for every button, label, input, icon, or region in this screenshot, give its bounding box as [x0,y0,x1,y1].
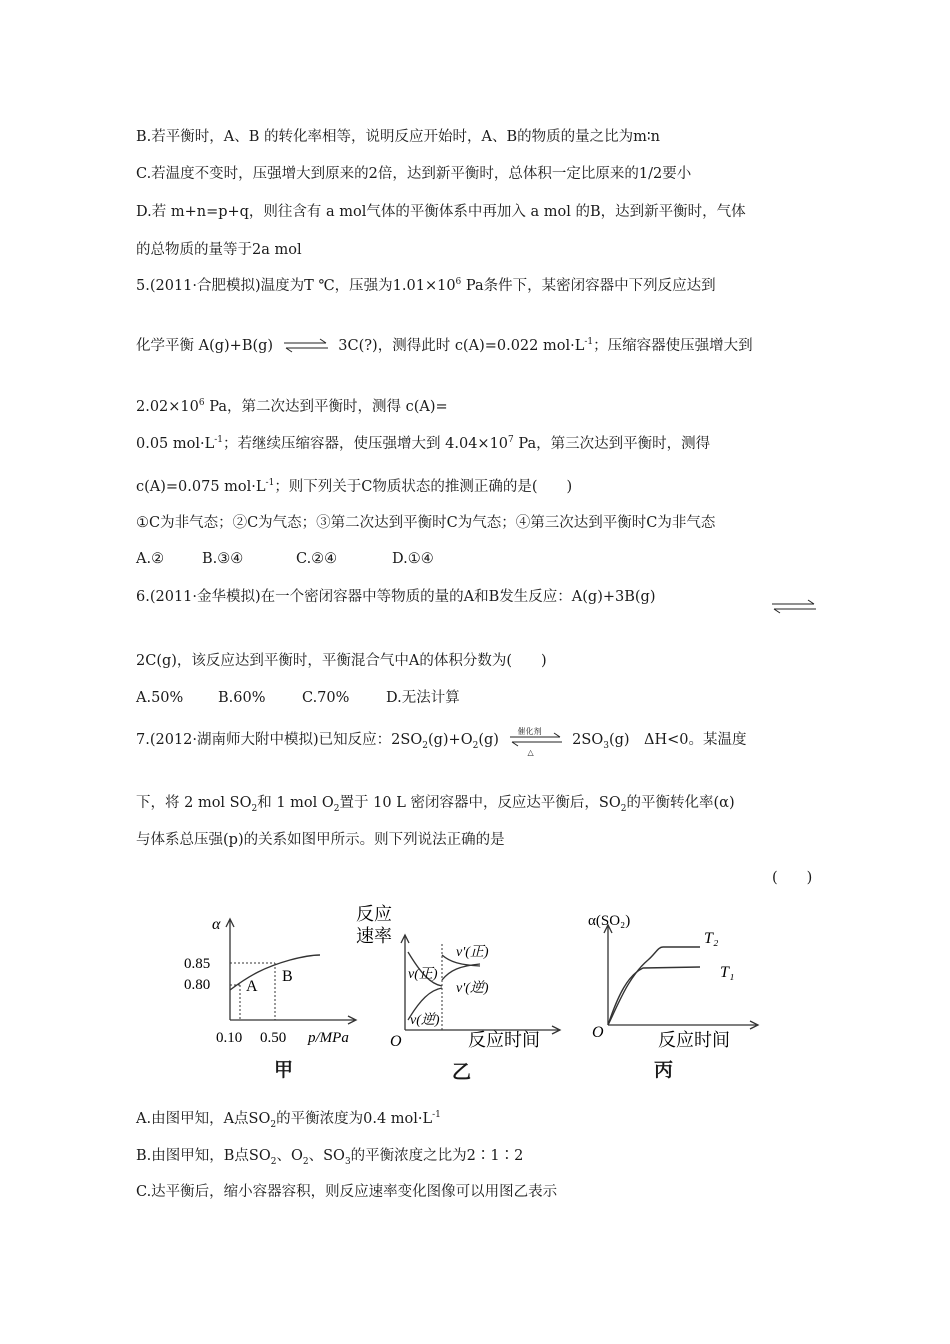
q7-line2-sub3: 2 [620,803,627,814]
jia-ytick-080: 0.80 [184,977,211,993]
q6-choice-b: B.60% [218,690,266,706]
q7-line2-sub2: 2 [333,803,340,814]
q7-option-a [136,1109,441,1129]
q6-choice-d: D.无法计算 [386,690,460,706]
jia-point-b: B [282,968,293,985]
q7-option-a-sup: -1 [432,1110,441,1121]
q5-line2 [136,336,753,356]
bing-y-label: α(SO₂) [588,913,631,929]
q7-option-b-text-a: B.由图甲知，B点SO [136,1148,271,1164]
yi-v-forward-new-curve [442,964,480,980]
q7-option-a-text-b: 的平衡浓度为0.4 mol·L [276,1111,433,1127]
jia-xtick-010: 0.10 [216,1030,243,1046]
q7-line2-text-c: 置于 10 L 密闭容器中，反应达平衡后，SO [339,795,621,811]
bing-t1-label: T₁ [720,964,735,981]
q7-answer-paren: ( ) [772,870,813,886]
q5-line1-text-b: Pa条件下，某密闭容器中下列反应达到 [461,278,716,294]
q7-option-b-text-c: 、SO [308,1148,345,1164]
q6-choice-a: A.50% [136,690,184,706]
q7-line2-text-d: 的平衡转化率(α) [626,795,735,811]
q7-option-b-sub1: 2 [270,1156,277,1167]
q5-line4-sup2: 7 [508,435,514,446]
q6-choice-c: C.70% [302,690,350,706]
reversible-arrow-icon [770,598,818,616]
q5-line2-text-b: 3C(?)，测得此时 c(A)=0.022 mol·L [338,338,585,354]
q5-line5-sup: -1 [265,478,275,489]
q5-choice-d: D.①④ [392,551,434,567]
jia-x-label: p/MPa [308,1030,349,1046]
yi-v-reverse-new-label: v'(逆) [456,981,489,996]
jia-y-label: α [212,916,221,933]
q7-line1-sub2: 2 [472,740,479,751]
q5-line3-sup: 6 [198,398,205,409]
caption-bing: 丙 [654,1059,674,1081]
q5-line4 [136,434,710,454]
q7-line1-text-c: (g) [478,732,499,748]
bing-origin: O [592,1024,604,1041]
q7-line2-text-a: 下，将 2 mol SO [136,795,252,811]
jia-ytick-085: 0.85 [184,956,211,972]
q7-line2-text-b: 和 1 mol O [257,795,334,811]
q7-option-c: C.达平衡后，缩小容器容积，则反应速率变化图像可以用图乙表示 [136,1184,558,1200]
q5-choice-c: C.②④ [296,551,338,567]
yi-v-reverse-label: v(逆) [410,1013,440,1028]
q7-line1-text-d: 2SO [572,732,604,748]
q6-line2: 2C(g)，该反应达到平衡时，平衡混合气中A的体积分数为( ) [136,653,547,669]
q4-option-c: C.若温度不变时，压强增大到原来的2倍，达到新平衡时，总体积一定比原来的1/2要小 [136,166,692,182]
q6-choices [136,688,460,708]
q5-line5-text-a: c(A)=0.075 mol·L [136,479,266,495]
q7-line2 [136,793,735,813]
jia-xtick-050: 0.50 [260,1030,287,1046]
figure-bing [588,905,768,1050]
q7-option-b-sub3: 3 [344,1156,351,1167]
q7-option-a-text-a: A.由图甲知，A点SO [136,1111,271,1127]
q5-line2-sup: -1 [584,337,594,348]
q7-line2-sub1: 2 [251,803,258,814]
catalyzed-reversible-arrow-icon [508,727,564,757]
bing-x-label: 反应时间 [658,1030,730,1050]
figure-yi [350,900,570,1050]
q5-line6: ①C为非气态；②C为气态；③第二次达到平衡时C为气态；④第三次达到平衡时C为非气态 [136,515,716,531]
q5-line4-sup: -1 [214,435,224,446]
q7-line1 [136,727,747,757]
q5-line1 [136,276,716,296]
q4-option-d-line1: D.若 m+n=p+q，则往含有 a mol气体的平衡体系中再加入 a mol 的B，达到新平衡时，气体 [136,204,746,220]
catalyst-label: 催化剂 [517,727,542,736]
q7-line3: 与体系总压强(p)的关系如图甲所示。则下列说法正确的是 [136,832,505,848]
q4-option-d-line2: 的总物质的量等于2a mol [136,242,302,258]
q5-line1-sup: 6 [455,277,462,288]
q5-line2-text-c: ；压缩容器使压强增大到 [593,338,753,354]
q7-line1-sub3: 3 [603,740,609,751]
yi-v-forward-new-label: v'(正) [456,945,489,960]
q5-line5 [136,477,572,497]
bing-t2-curve [608,947,700,1025]
q5-line4-text-a: 0.05 mol·L [136,436,215,452]
q5-line4-text-b: ；若继续压缩容器，使压强增大到 4.04×10 [223,436,509,452]
q5-line2-text-a: 化学平衡 A(g)+B(g) [136,338,274,354]
caption-yi: 乙 [452,1061,472,1083]
q7-line1-text-a: 7.(2012·湖南师大附中模拟)已知反应：2SO [136,732,423,748]
q7-option-b-text-b: 、O [276,1148,303,1164]
q7-line1-text-e: (g) ΔH<0。某温度 [608,732,747,748]
q4-option-b: B.若平衡时，A、B 的转化率相等，说明反应开始时，A、B的物质的量之比为m∶n [136,129,660,145]
q7-line1-sub1: 2 [422,740,428,751]
yi-v-forward-label: v(正) [408,967,438,982]
q5-line5-text-b: ；则下列关于C物质状态的推测正确的是( ) [274,479,573,495]
q5-line3-text-a: 2.02×10 [136,399,199,415]
q5-choice-a: A.② [136,551,165,567]
q7-option-a-sub: 2 [270,1119,277,1130]
q7-line1-text-b: (g)+O [427,732,473,748]
q5-line1-text-a: 5.(2011·合肥模拟)温度为T ℃，压强为1.01×10 [136,278,456,294]
q6-line1: 6.(2011·金华模拟)在一个密闭容器中等物质的量的A和B发生反应：A(g)+3B(g) [136,589,656,605]
heat-label: △ [527,748,534,757]
yi-y-label-2: 速率 [356,926,392,946]
bing-t2-label: T₂ [704,930,719,947]
q5-line3-text-b: Pa，第二次达到平衡时，测得 c(A)= [204,399,448,415]
q7-option-b-sub2: 2 [302,1156,309,1167]
q5-line4-text-c: Pa，第三次达到平衡时，测得 [513,436,711,452]
yi-y-label-1: 反应 [356,904,392,924]
q5-choices [136,549,434,569]
yi-x-label: 反应时间 [468,1030,540,1050]
q7-option-b [136,1146,523,1166]
jia-point-a: A [246,978,258,995]
q7-option-b-text-d: 的平衡浓度之比为2∶1∶2 [350,1148,524,1164]
q5-line3 [136,397,448,417]
q5-choice-b: B.③④ [202,551,244,567]
reversible-arrow-icon [282,337,330,355]
figure-jia [180,905,370,1055]
caption-jia: 甲 [274,1059,294,1081]
yi-origin: O [390,1033,402,1050]
